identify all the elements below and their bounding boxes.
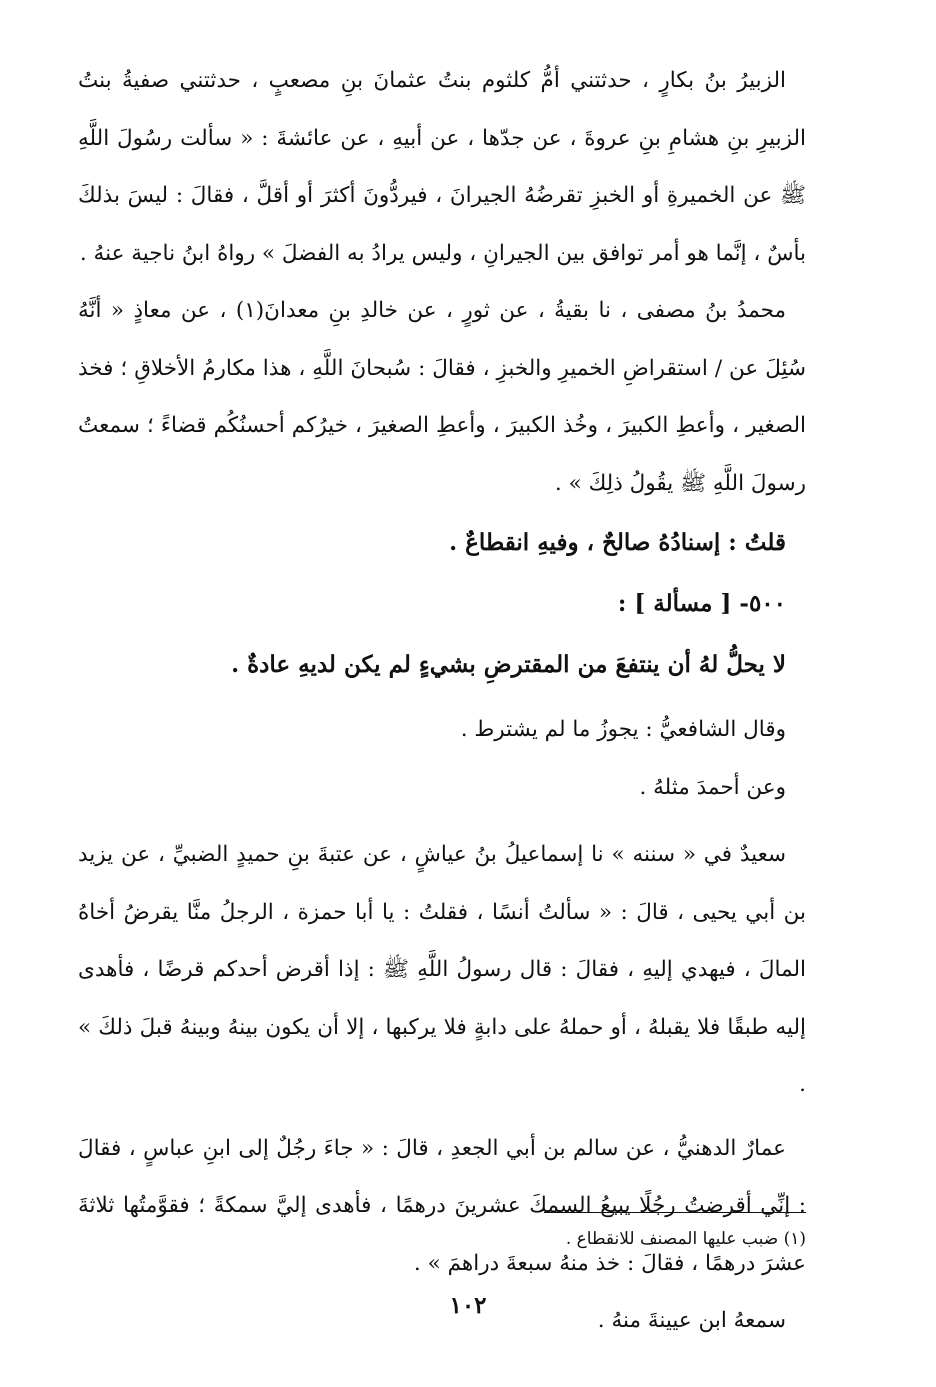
paragraph-said xyxy=(78,826,806,1114)
paragraph-ammar xyxy=(78,1120,806,1293)
footnote-divider xyxy=(544,1212,806,1213)
text-line: فأهدى إليه طبقًا فلا يقبلهُ ، أو حملهُ على دابةٍ فلا يركبها ، إلا أن يكون بينهُ وبينهُ xyxy=(78,957,806,1040)
text-line: يزيد بن أبي يحيى ، قالَ : « سألتُ أنسًا ، فقلتُ : يا أبا حمزة ، الرجلُ منَّا يقرضُ xyxy=(78,842,806,925)
text-line: بأسٌ ، إنَّما هو أمر توافق بين الجيرانِ ، وليس يرادُ به الفضلَ » رواهُ ابنُ ناجية عنهُ . xyxy=(79,240,806,266)
issue-heading: ٥٠٠- [ مسألة ] : xyxy=(617,590,786,617)
text-line: ثلاثةَ عشرَ درهمًا ، فقالَ : خذ منهُ سبعةَ دراهمَ » . xyxy=(78,1193,806,1276)
issue-ruling: لا يحلُّ لهُ أن ينتفعَ من المقترضِ بشيءٍ لم يكن لديهِ عادةٌ . xyxy=(231,651,786,678)
paragraph-muhammad xyxy=(78,282,806,512)
shafii-line: وقال الشافعيُّ : يجوزُ ما لم يشترط . xyxy=(460,717,786,742)
paragraph-zubayr xyxy=(78,52,806,282)
text-line: فخذ الصغير ، وأعطِ الكبيرَ ، وخُذ الكبيرَ ، وأعطِ الصغيرَ ، خيرُكم أحسنُكُم قضاءً ؛ xyxy=(78,355,806,438)
text-line: سُئِلَ عن / استقراضِ الخميرِ والخبزِ ، فقالَ : سُبحانَ اللَّهِ ، هذا مكارمُ الأخلاقِ ؛ xyxy=(120,355,806,381)
text-line: قبلَ ذلكَ » . xyxy=(78,1014,806,1097)
text-line: محمدُ بنُ مصفى ، نا بقيةُ ، عن ثورٍ ، عن خالدِ بنِ معدانَ(١) ، عن معاذٍ « أنَّهُ xyxy=(78,298,786,323)
text-line: أخاهُ المالَ ، فيهدي إليهِ ، فقالَ : قال رسولُ اللَّهِ ﷺ : إذا أقرض أحدكم قرضًا ، xyxy=(78,899,806,982)
closing-line: سمعهُ ابن عيينةَ منهُ . xyxy=(597,1308,786,1333)
text-line: عمارٌ الدهنيُّ ، عن سالم بن أبي الجعدِ ، قالَ : « جاءَ رجُلٌ إلى ابنِ عباسٍ ، xyxy=(128,1135,786,1161)
text-line: الزبيرُ بنُ بكارٍ ، حدثتني أمُّ كلثوم بنتُ عثمانَ بنِ مصعبٍ ، حدثتني صفيةُ بنتُ xyxy=(78,68,786,93)
footnote: (١) ضبب عليها المصنف للانقطاع . xyxy=(565,1229,806,1249)
ahmad-line: وعن أحمدَ مثلهُ . xyxy=(639,774,786,800)
text-line: فقالَ : إنِّي أقرضتُ رجُلًا يبيعُ السمكَ عشرينَ درهمًا ، فأهدى إليَّ سمكةً ؛ فقوَّمتُها xyxy=(78,1135,807,1218)
text-line: سعيدٌ في « سننه » نا إسماعيلُ بنُ عياشٍ ، عن عتبةَ بنِ حميدٍ الضبيِّ ، عن xyxy=(120,842,786,867)
author-note: قلتُ : إسنادُهُ صالحٌ ، وفيهِ انقطاعٌ . xyxy=(449,529,786,556)
page-number: ١٠٢ xyxy=(449,1292,487,1319)
text-line: الزبيرِ بنِ هشامِ بنِ عروةَ ، عن جدّها ، عن أبيهِ ، عن عائشةَ : « سألت رسُولَ اللَّهِ xyxy=(78,125,806,151)
text-line: سمعتُ رسولَ اللَّهِ ﷺ يقُولُ ذلِكَ » . xyxy=(78,413,806,496)
text-line: ﷺ عن الخميرةِ أو الخبزِ تقرضُهُ الجيرانَ ، فيردُّونَ أكثرَ أو أقلَّ ، فقالَ : ليسَ بذلكَ xyxy=(78,183,806,208)
page-body xyxy=(78,52,806,1350)
